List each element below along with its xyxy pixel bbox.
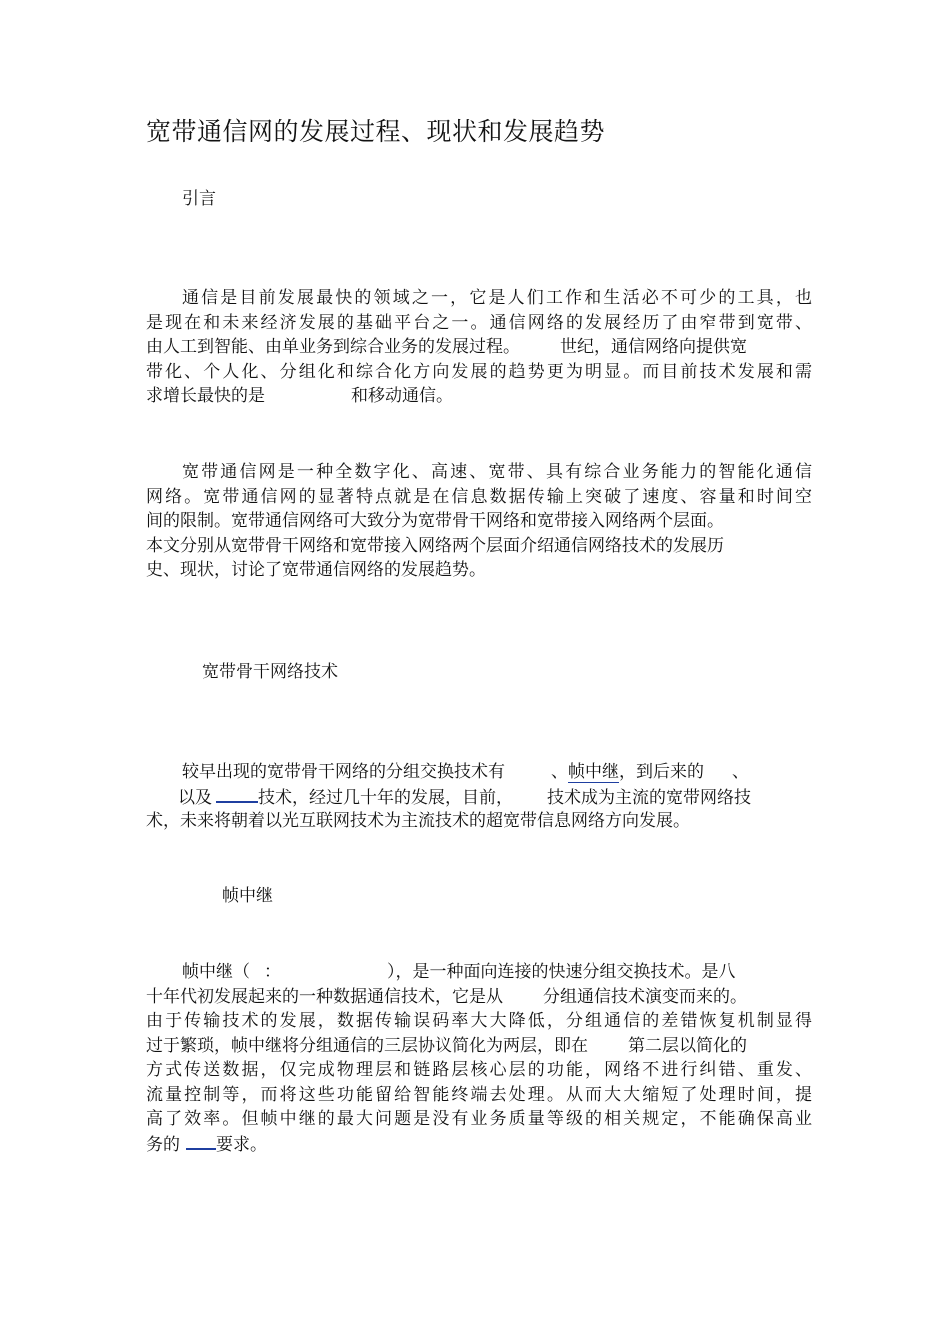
frame-relay-paragraph — [146, 960, 812, 1156]
text-run: 、 — [732, 762, 749, 782]
paragraph-line: 流量控制等，而将这些功能留给智能终端去处理。从而大大缩短了处理时间，提 — [146, 1084, 812, 1105]
paragraph-line: 间的限制。宽带通信网络可大致分为宽带骨干网络和宽带接入网络两个层面。 — [146, 511, 724, 531]
text-run: 由人工到智能、由单业务到综合业务的发展过程。 — [146, 337, 520, 357]
text-run: 较早出现的宽带骨干网络的分组交换技术有 — [182, 762, 505, 782]
text-run: 以及 — [178, 787, 212, 808]
text-run: 帧中继（ — [182, 962, 250, 982]
paragraph-line: 术，未来将朝着以光互联网技术为主流技术的超宽带信息网络方向发展。 — [146, 811, 690, 831]
frame-relay-heading: 帧中继 — [222, 886, 273, 906]
paragraph-line — [146, 985, 812, 1010]
text-run: 和移动通信。 — [351, 386, 453, 406]
backbone-heading: 宽带骨干网络技术 — [202, 662, 338, 682]
paragraph-line: 方式传送数据，仅完成物理层和链路层核心层的功能，网络不进行纠错、重发、 — [146, 1060, 812, 1080]
text-run: 技术，经过几十年的发展，目前， — [258, 787, 513, 808]
text-run: 十年代初发展起来的一种数据通信技术，它是从 — [146, 986, 503, 1007]
paragraph-line: 宽带通信网是一种全数字化、高速、宽带、具有综合业务能力的智能化通信 — [182, 462, 812, 482]
text-run: ： — [264, 962, 281, 982]
paragraph-line — [146, 1132, 812, 1157]
text-run: ，到后来的 — [619, 762, 704, 782]
paragraph-line: 网络。宽带通信网的显著特点就是在信息数据传输上突破了速度、容量和时间空 — [146, 486, 812, 507]
paragraph-line — [146, 785, 812, 810]
paragraph-line: 由于传输技术的发展，数据传输误码率大大降低，分组通信的差错恢复机制显得 — [146, 1011, 812, 1031]
paragraph-line — [146, 760, 812, 785]
backbone-paragraph — [146, 760, 812, 834]
text-run: 技术成为主流的宽带网络技 — [547, 787, 751, 808]
text-run: 、 — [551, 762, 568, 782]
text-run: ），是一种面向连接的快速分组交换技术。是八 — [387, 962, 736, 982]
paragraph-line: 史、现状，讨论了宽带通信网络的发展趋势。 — [146, 560, 486, 580]
intro-heading: 引言 — [182, 189, 216, 209]
text-run: 要求。 — [216, 1134, 267, 1155]
document-title: 宽带通信网的发展过程、现状和发展趋势 — [146, 117, 606, 146]
hyperlink-blank[interactable] — [216, 785, 258, 803]
paragraph-line: 带化、个人化、分组化和综合化方向发展的趋势更为明显。而目前技术发展和需 — [146, 361, 812, 382]
intro-paragraph-1 — [146, 286, 812, 409]
frame-relay-link[interactable]: 帧中继 — [568, 762, 619, 782]
text-run: 第二层以简化的 — [628, 1035, 747, 1056]
intro-paragraph-2 — [146, 460, 812, 583]
paragraph-line — [146, 960, 812, 985]
text-run: 过于繁琐，帧中继将分组通信的三层协议简化为两层，即在 — [146, 1035, 588, 1056]
paragraph-line: 是现在和未来经济发展的基础平台之一。通信网络的发展经历了由窄带到宽带、 — [146, 312, 812, 333]
text-run: 世纪，通信网络向提供宽 — [560, 337, 747, 357]
paragraph-line — [146, 335, 812, 360]
text-run: 求增长最快的是 — [146, 386, 265, 406]
text-run: 分组通信技术演变而来的。 — [543, 986, 747, 1007]
paragraph-line: 高了效率。但帧中继的最大问题是没有业务质量等级的相关规定，不能确保高业 — [146, 1109, 812, 1129]
hyperlink-blank[interactable] — [186, 1132, 216, 1150]
paragraph-line — [146, 1034, 812, 1059]
paragraph-line — [146, 384, 812, 409]
paragraph-line: 通信是目前发展最快的领域之一，它是人们工作和生活必不可少的工具，也 — [182, 288, 812, 308]
paragraph-line: 本文分别从宽带骨干网络和宽带接入网络两个层面介绍通信网络技术的发展历 — [146, 535, 724, 556]
text-run: 务的 — [146, 1134, 180, 1155]
